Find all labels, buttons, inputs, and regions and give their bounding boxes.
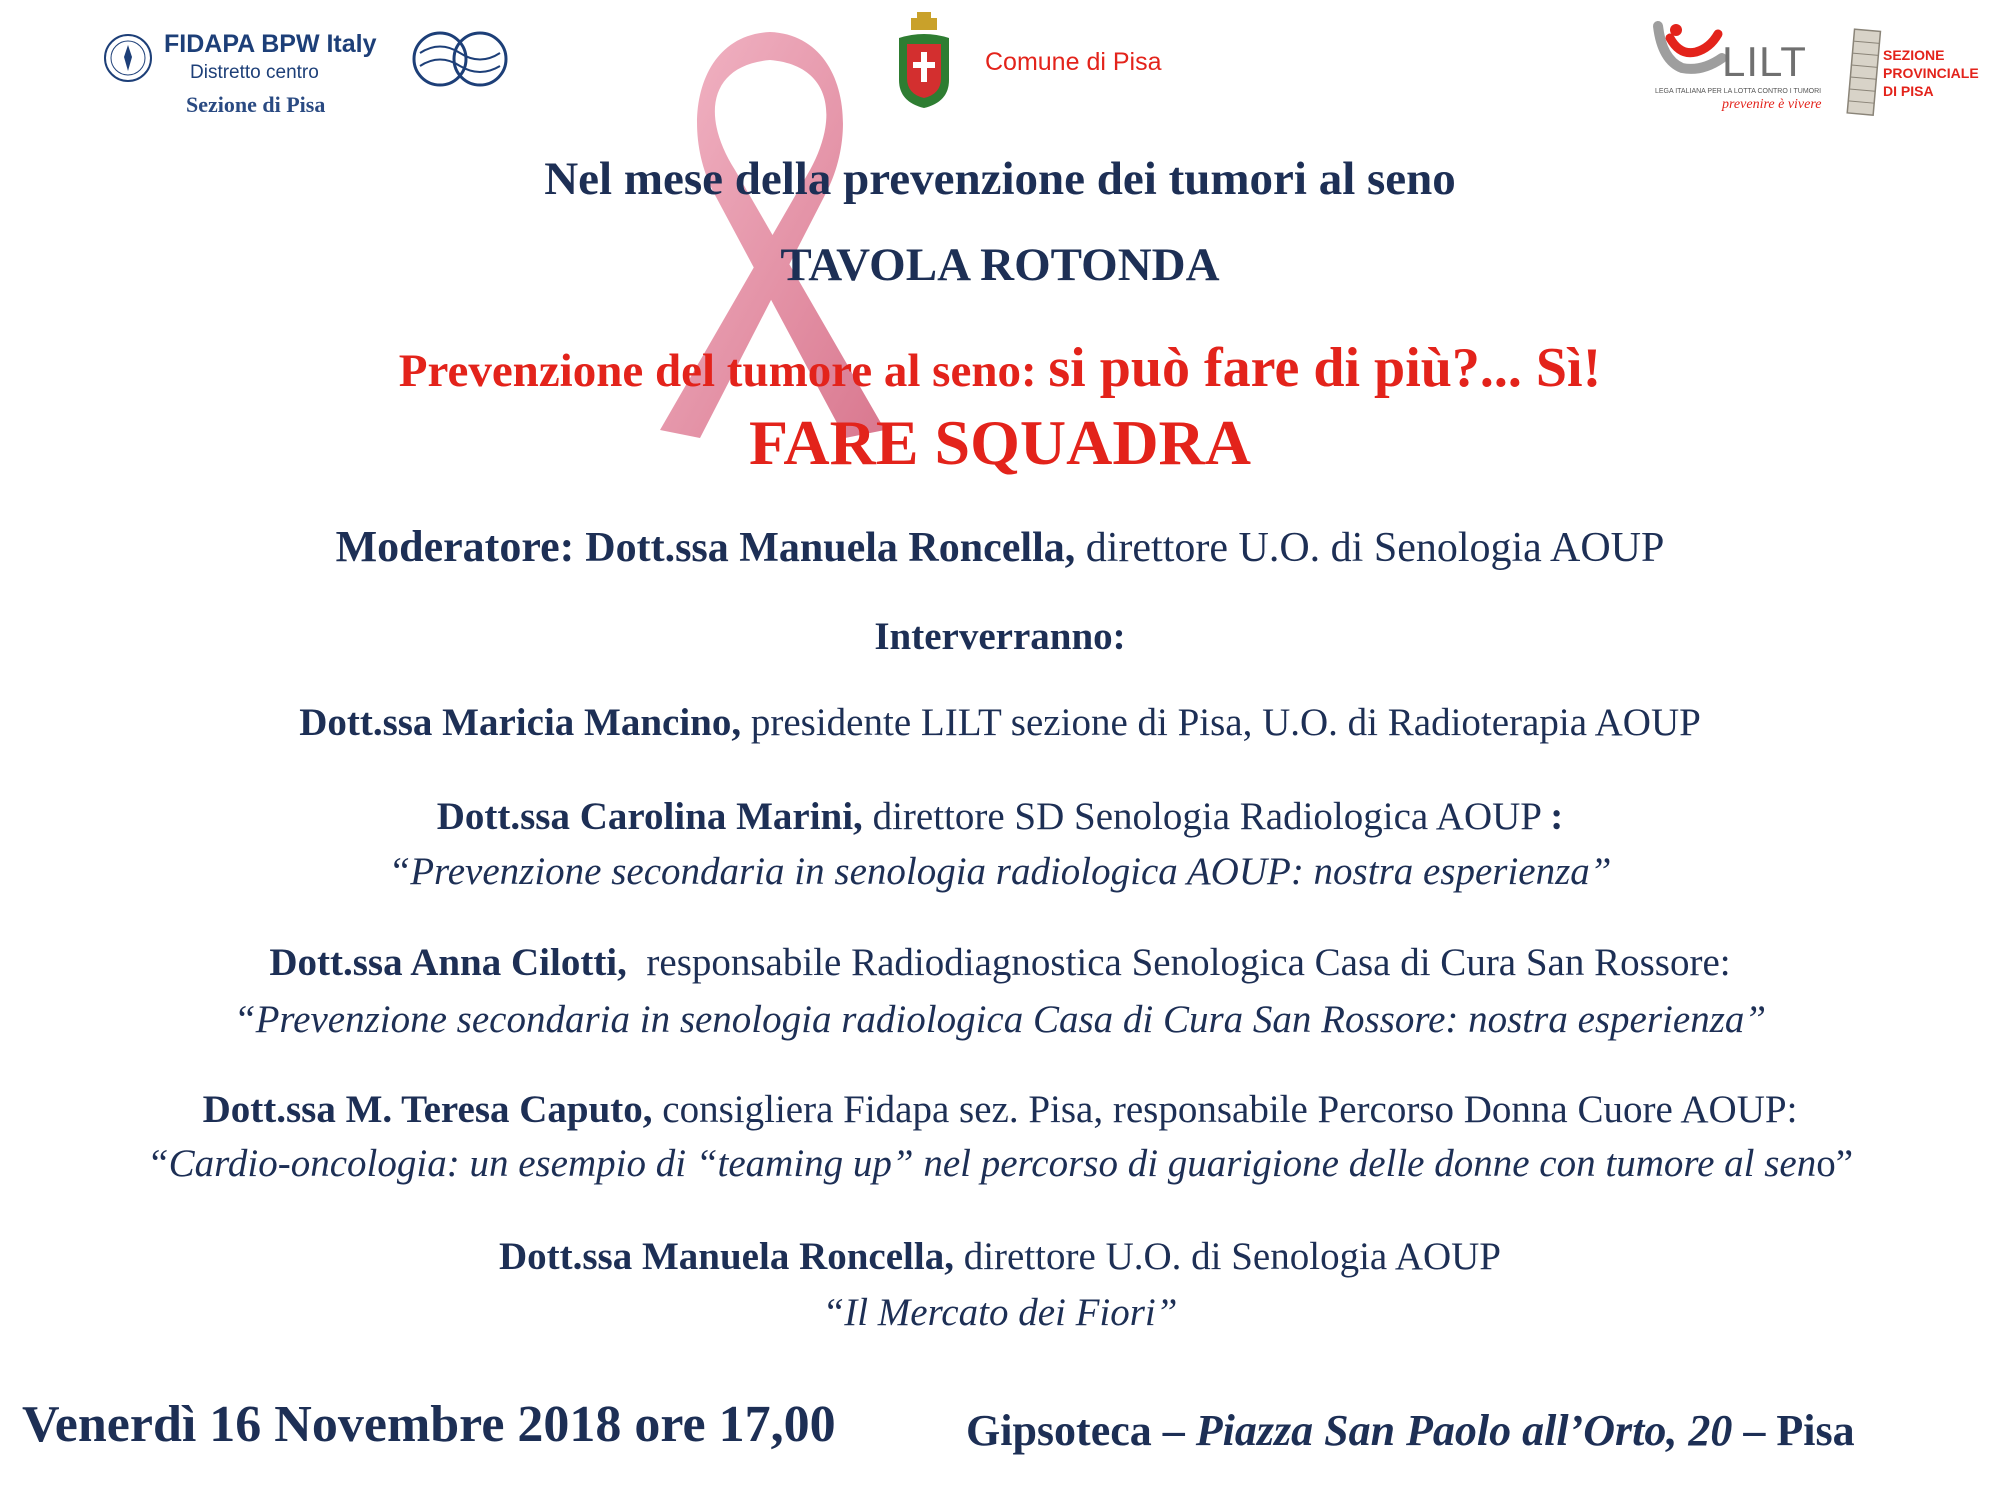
lilt-mark-icon: [1652, 20, 1732, 78]
title-part1: Prevenzione del tumore al seno:: [398, 345, 1049, 397]
event-type: TAVOLA ROTONDA: [780, 239, 1220, 291]
speaker-line: [0, 1087, 2000, 1132]
moderator-role: direttore U.O. di Senologia AOUP: [1075, 525, 1665, 571]
speaker-name: Dott.ssa Manuela Roncella,: [498, 1235, 954, 1278]
speaker-line: [0, 794, 2000, 839]
lilt-name: LILT: [1722, 38, 1807, 85]
speaker-line: [0, 940, 2000, 985]
fidapa-section: Sezione di Pisa: [186, 92, 326, 117]
event-slogan: FARE SQUADRA: [749, 407, 1251, 478]
speaker-role: responsabile Radiodiagnostica Senologica Casa di Cura San Rossore:: [626, 941, 1731, 984]
speaker-role: direttore SD Senologia Radiologica AOUP: [862, 795, 1551, 838]
speaker-name: Dott.ssa Carolina Marini,: [436, 795, 863, 838]
speaker-role-end: :: [1550, 795, 1564, 838]
venue-city: – Pisa: [1732, 1406, 1855, 1455]
lilt-section-line: SEZIONE: [1883, 47, 1945, 63]
bpw-globe-logo: [410, 28, 510, 90]
speaker-name: Dott.ssa M. Teresa Caputo,: [202, 1088, 653, 1131]
lilt-full-name: LEGA ITALIANA PER LA LOTTA CONTRO I TUMORI: [1655, 88, 1822, 95]
fidapa-seal-logo: [103, 33, 153, 83]
speaker-line: [0, 1234, 2000, 1279]
intro-line: Nel mese della prevenzione dei tumori al seno: [544, 153, 1456, 205]
lilt-section-line: DI PISA: [1883, 83, 1934, 99]
event-title: [0, 336, 2000, 400]
comune-name: Comune di Pisa: [985, 48, 1162, 76]
speaker-talk-end: o”: [1816, 1142, 1854, 1185]
speaker-role: consigliera Fidapa sez. Pisa, responsabile Percorso Donna Cuore AOUP:: [652, 1088, 1798, 1131]
leaning-tower-icon: [1835, 24, 1885, 116]
speaker-talk-italic: “Cardio-oncologia: un esempio di “teaming up” nel percorso di guarigione delle donne con tumore al sen: [146, 1142, 1817, 1185]
speaker-name: Dott.ssa Maricia Mancino,: [299, 701, 742, 744]
fidapa-name: FIDAPA BPW Italy: [164, 30, 377, 58]
lilt-section-line: PROVINCIALE: [1883, 65, 1979, 81]
lilt-section: [1883, 46, 1979, 100]
speaker-talk: “Prevenzione secondaria in senologia radiologica AOUP: nostra esperienza”: [388, 850, 1612, 893]
moderator-line: [0, 521, 2000, 572]
lilt-slogan: prevenire è vivere: [1722, 97, 1822, 112]
speaker-name: Dott.ssa Anna Cilotti,: [269, 941, 627, 984]
event-date: Venerdì 16 Novembre 2018 ore 17,00: [22, 1396, 836, 1453]
fidapa-district: Distretto centro: [190, 62, 319, 83]
speakers-heading: Interverranno:: [874, 615, 1126, 658]
speaker-line: [0, 700, 2000, 745]
venue-name: Gipsoteca –: [966, 1406, 1196, 1455]
moderator-name: Dott.ssa Manuela Roncella,: [585, 525, 1076, 571]
event-venue: [966, 1405, 1855, 1456]
speaker-talk: [0, 1141, 2000, 1186]
moderator-label: Moderatore:: [335, 522, 586, 571]
speaker-role: direttore U.O. di Senologia AOUP: [953, 1235, 1501, 1278]
title-part2: si può fare di più?... Sì!: [1048, 337, 1602, 399]
venue-address: Piazza San Paolo all’Orto, 20: [1195, 1406, 1733, 1455]
speaker-talk: “Il Mercato dei Fiori”: [822, 1291, 1178, 1334]
speaker-talk: “Prevenzione secondaria in senologia radiologica Casa di Cura San Rossore: nostra esperienza”: [233, 998, 1767, 1041]
pisa-crest-logo: [893, 10, 955, 110]
speaker-role: presidente LILT sezione di Pisa, U.O. di Radioterapia AOUP: [741, 701, 1701, 744]
